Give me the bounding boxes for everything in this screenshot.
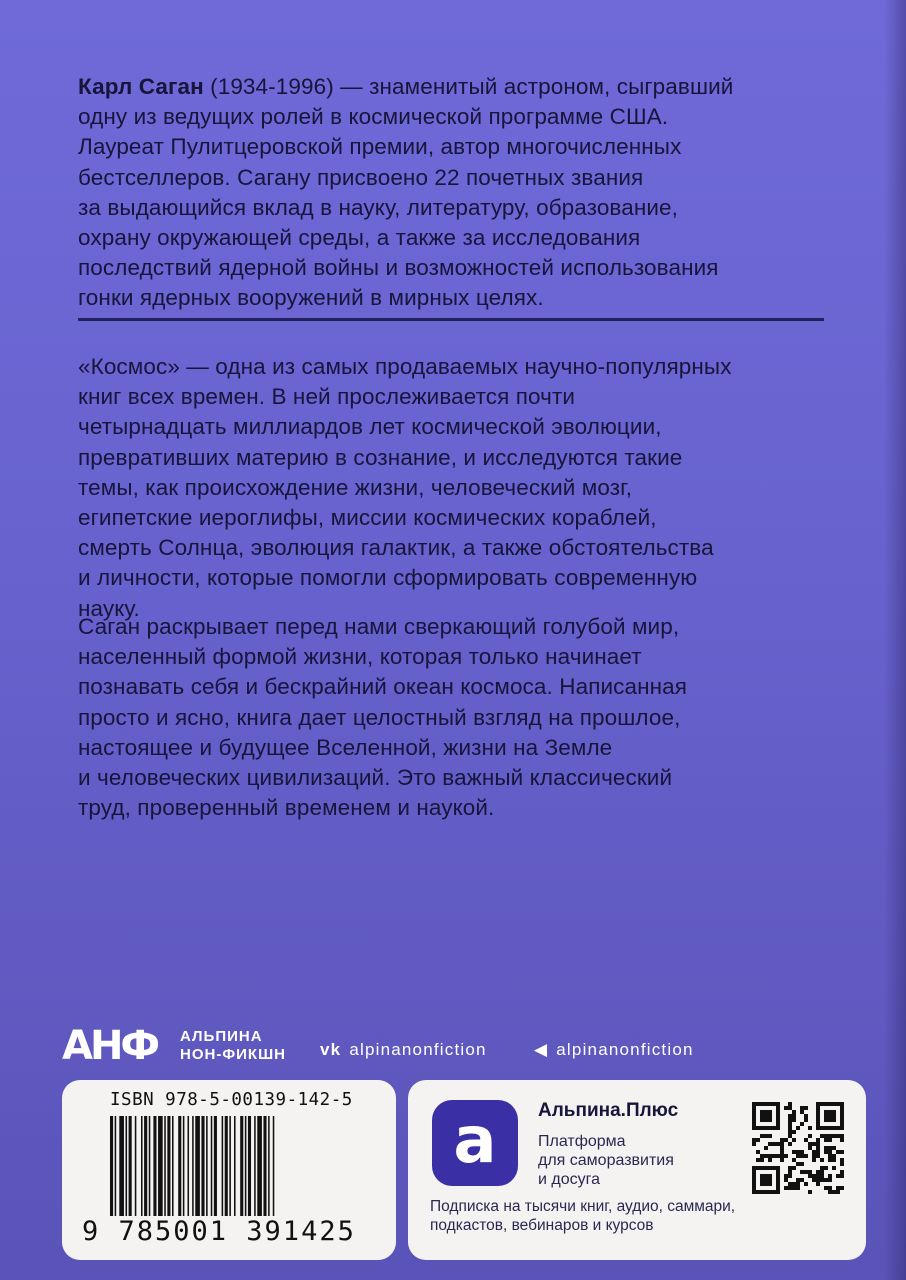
desc2-line: просто и ясно, книга дает целостный взгляд на прошлое,: [78, 704, 681, 730]
desc2-line: настоящее и будущее Вселенной, жизни на Земле: [78, 734, 613, 760]
bio-line-1: одну из ведущих ролей в космической программе США.: [78, 104, 669, 130]
bio-line-5: охрану окружающей среды, а также за исследования: [78, 225, 641, 251]
author-name: Карл Саган: [78, 74, 204, 99]
desc2-line: труд, проверенный временем и наукой.: [78, 795, 495, 821]
app-icon-letter: a: [453, 1104, 497, 1178]
bio-line-7: гонки ядерных вооружений в мирных целях.: [78, 285, 544, 311]
qr-code-icon[interactable]: [752, 1102, 844, 1194]
book-description-paragraph-2: [78, 612, 838, 823]
desc1-line: египетские иероглифы, миссии космических кораблей,: [78, 505, 657, 531]
promo-subscription-line: Подписка на тысячи книг, аудио, саммари,: [430, 1198, 736, 1215]
barcode-icon: [108, 1116, 362, 1218]
publisher-name-line-1: АЛЬПИНА: [180, 1028, 263, 1045]
desc1-line: и личности, которые помогли сформировать современную: [78, 565, 698, 591]
isbn-text: ISBN 978-5-00139-142-5: [110, 1090, 353, 1110]
desc2-line: Саган раскрывает перед нами сверкающий голубой мир,: [78, 614, 680, 639]
book-description-paragraph-1: [78, 352, 838, 624]
bio-line-3: бестселлеров. Сагану присвоено 22 почетных звания: [78, 164, 644, 190]
promo-tagline-line: и досуга: [538, 1171, 600, 1188]
book-spine-shadow: [884, 0, 906, 1280]
publisher-name: [180, 1028, 286, 1064]
desc2-line: познавать себя и бескрайний океан космоса. Написанная: [78, 674, 688, 700]
publisher-row: [62, 1023, 742, 1069]
promo-tagline-line: для саморазвития: [538, 1152, 674, 1169]
barcode-card: [62, 1080, 396, 1260]
app-icon: [432, 1100, 518, 1186]
bio-line-4: за выдающийся вклад в науку, литературу, образование,: [78, 194, 679, 220]
promo-subscription-line: подкастов, вебинаров и курсов: [430, 1217, 654, 1234]
desc1-line: темы, как происхождение жизни, человеческий мозг,: [78, 474, 633, 500]
telegram-link[interactable]: [534, 1040, 694, 1060]
publisher-name-line-2: НОН-ФИКШН: [180, 1046, 286, 1063]
promo-subscription: [430, 1197, 840, 1235]
vk-icon: vk: [320, 1040, 342, 1059]
desc1-line: науку.: [78, 595, 140, 621]
telegram-handle: alpinanonfiction: [556, 1040, 694, 1059]
desc1-line: смерть Солнца, эволюция галактик, а также обстоятельства: [78, 535, 714, 561]
desc1-line: книг всех времен. В ней прослеживается почти: [78, 384, 576, 410]
publisher-logo: АНФ: [62, 1023, 158, 1069]
promo-tagline-line: Платформа: [538, 1133, 626, 1150]
bio-line-6: последствий ядерной войны и возможностей использования: [78, 255, 719, 281]
desc2-line: населенный формой жизни, которая только начинает: [78, 644, 642, 670]
author-bio: [78, 72, 838, 314]
section-divider: [78, 318, 824, 321]
bio-line-2: Лауреат Пулитцеровской премии, автор многочисленных: [78, 134, 682, 160]
desc1-line: четырнадцать миллиардов лет космической эволюции,: [78, 414, 662, 440]
desc1-line: превративших материю в сознание, и исследуются такие: [78, 444, 683, 470]
barcode-digits: 9 785001 391425: [82, 1216, 356, 1247]
desc2-line: и человеческих цивилизаций. Это важный классический: [78, 765, 673, 791]
promo-tagline: [538, 1132, 738, 1189]
bio-line-0: [78, 72, 838, 102]
promo-title: Альпина.Плюс: [538, 1100, 679, 1121]
desc1-line: «Космос» — одна из самых продаваемых научно-популярных: [78, 354, 732, 379]
bio-line-0-rest: (1934-1996) — знаменитый астроном, сыгравший: [203, 74, 734, 99]
vk-link[interactable]: [320, 1040, 487, 1060]
vk-handle: alpinanonfiction: [349, 1040, 487, 1059]
promo-card[interactable]: [408, 1080, 866, 1260]
telegram-icon: ◀: [534, 1040, 549, 1059]
